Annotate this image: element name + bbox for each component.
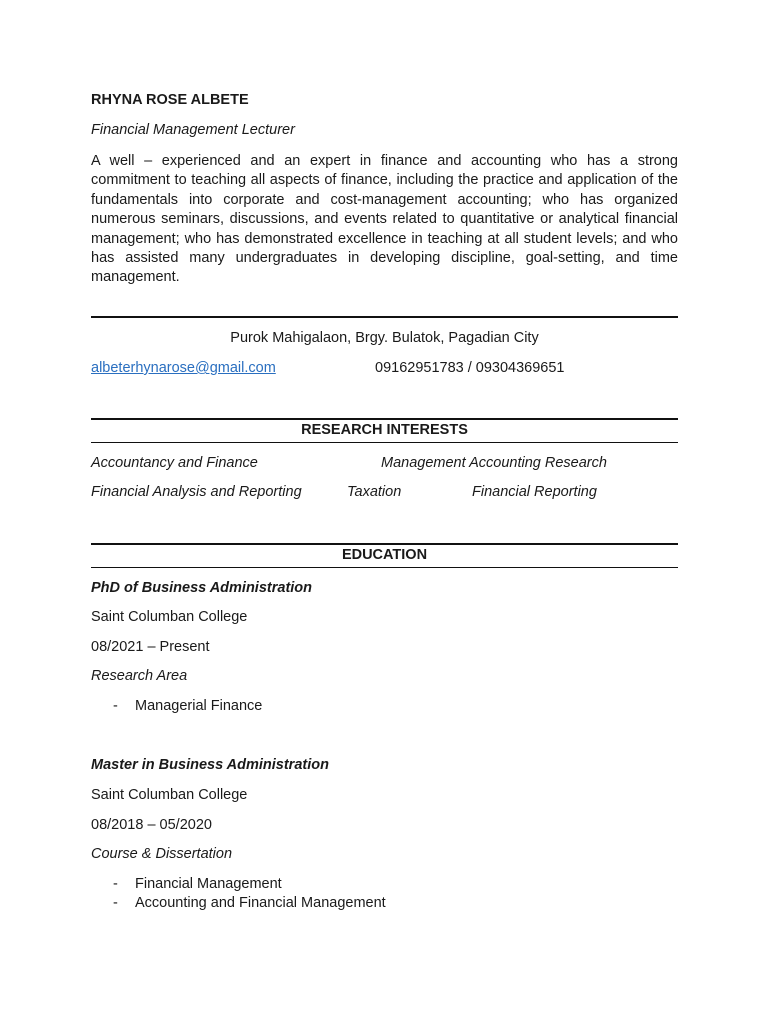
divider: [91, 442, 678, 443]
school-name: Saint Columban College: [91, 787, 248, 803]
education-heading: EDUCATION: [341, 547, 428, 563]
school-name: Saint Columban College: [91, 609, 248, 625]
research-interest-item: Management Accounting Research: [381, 455, 607, 471]
study-dates: 08/2018 – 05/2020: [91, 817, 212, 833]
research-interest-item: Financial Analysis and Reporting: [91, 484, 302, 500]
divider: [91, 418, 678, 420]
research-interests-heading: RESEARCH INTERESTS: [301, 422, 468, 438]
email-link[interactable]: albeterhynarose@gmail.com: [91, 360, 276, 376]
list-bullet: -: [113, 698, 118, 714]
divider: [91, 543, 678, 545]
research-interest-item: Financial Reporting: [472, 484, 597, 500]
candidate-name: RHYNA ROSE ALBETE: [91, 92, 249, 108]
address: Purok Mahigalaon, Brgy. Bulatok, Pagadian City: [230, 330, 539, 346]
divider: [91, 316, 678, 318]
professional-summary: A well – experienced and an expert in finance and accounting who has a strong commitment to teaching all aspects of finance, including the practice and application of the fundamentals into corporate and cost-management accounting; who has organized numerous seminars, discussions, and events related to quantitative or analytical financial management; who has demonstrated excellence in teaching at all student levels; and who has assisted many undergraduates in developing discipline, goal-setting, and time management.: [91, 153, 678, 286]
resume-page: [91, 0, 678, 1024]
list-item: Financial Management: [135, 876, 282, 892]
degree-title: PhD of Business Administration: [91, 580, 313, 596]
research-interest-item: Taxation: [347, 484, 402, 500]
list-item: Accounting and Financial Management: [135, 895, 386, 911]
job-title: Financial Management Lecturer: [91, 122, 295, 138]
list-item: Managerial Finance: [135, 698, 263, 714]
divider: [91, 567, 678, 568]
degree-title: Master in Business Administration: [91, 757, 329, 773]
phone-numbers: 09162951783 / 09304369651: [375, 360, 565, 376]
research-interest-item: Accountancy and Finance: [91, 455, 258, 471]
study-dates: 08/2021 – Present: [91, 639, 210, 655]
detail-label: Research Area: [91, 668, 188, 684]
detail-label: Course & Dissertation: [91, 846, 233, 862]
list-bullet: -: [113, 876, 118, 892]
list-bullet: -: [113, 895, 118, 911]
